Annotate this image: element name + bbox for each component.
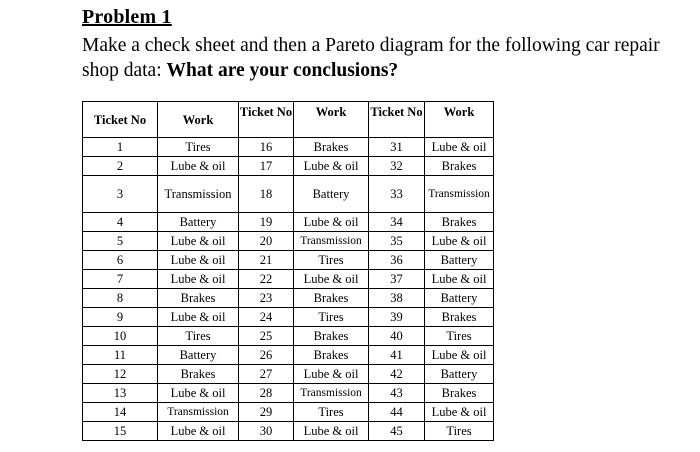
work-cell: Battery <box>294 176 369 213</box>
ticket-no-cell: 16 <box>239 138 294 157</box>
work-cell: Brakes <box>294 138 369 157</box>
ticket-no-cell: 27 <box>239 365 294 384</box>
work-cell: Transmission <box>158 176 239 213</box>
ticket-no-cell: 20 <box>239 232 294 251</box>
work-cell: Lube & oil <box>294 213 369 232</box>
work-cell: Tires <box>294 403 369 422</box>
ticket-no-cell: 6 <box>83 251 158 270</box>
ticket-no-cell: 38 <box>369 289 425 308</box>
ticket-no-cell: 11 <box>83 346 158 365</box>
ticket-no-cell: 8 <box>83 289 158 308</box>
ticket-no-cell: 36 <box>369 251 425 270</box>
ticket-no-cell: 43 <box>369 384 425 403</box>
ticket-no-cell: 14 <box>83 403 158 422</box>
work-cell: Transmission <box>425 176 494 213</box>
work-cell: Brakes <box>294 346 369 365</box>
ticket-no-cell: 30 <box>239 422 294 441</box>
table-row <box>83 308 494 327</box>
repair-data-table <box>82 101 494 441</box>
work-cell: Lube & oil <box>158 308 239 327</box>
work-cell: Brakes <box>294 327 369 346</box>
work-cell: Tires <box>158 138 239 157</box>
work-cell: Lube & oil <box>158 270 239 289</box>
ticket-no-cell: 7 <box>83 270 158 289</box>
ticket-no-cell: 33 <box>369 176 425 213</box>
table-row <box>83 403 494 422</box>
work-cell: Brakes <box>425 213 494 232</box>
ticket-no-cell: 3 <box>83 176 158 213</box>
table-row <box>83 213 494 232</box>
ticket-no-cell: 12 <box>83 365 158 384</box>
ticket-no-cell: 23 <box>239 289 294 308</box>
table-header-row <box>83 102 494 138</box>
table-row <box>83 270 494 289</box>
work-cell: Battery <box>158 346 239 365</box>
work-cell: Brakes <box>425 157 494 176</box>
table-row <box>83 251 494 270</box>
work-cell: Brakes <box>158 365 239 384</box>
table-row <box>83 157 494 176</box>
ticket-no-cell: 44 <box>369 403 425 422</box>
table-row <box>83 289 494 308</box>
ticket-no-cell: 32 <box>369 157 425 176</box>
ticket-no-cell: 45 <box>369 422 425 441</box>
work-cell: Tires <box>425 422 494 441</box>
ticket-no-cell: 1 <box>83 138 158 157</box>
ticket-no-cell: 2 <box>83 157 158 176</box>
work-cell: Brakes <box>425 308 494 327</box>
work-cell: Lube & oil <box>158 232 239 251</box>
ticket-no-cell: 39 <box>369 308 425 327</box>
table-body <box>83 138 494 441</box>
ticket-no-cell: 18 <box>239 176 294 213</box>
ticket-no-cell: 17 <box>239 157 294 176</box>
table-row <box>83 327 494 346</box>
work-cell: Tires <box>425 327 494 346</box>
header-ticket-no-3: Ticket No <box>369 102 425 138</box>
work-cell: Lube & oil <box>425 232 494 251</box>
instruction-text: Make a check sheet and then a Pareto diagram for the following car repair shop data: <box>82 35 660 81</box>
ticket-no-cell: 35 <box>369 232 425 251</box>
ticket-no-cell: 19 <box>239 213 294 232</box>
ticket-no-cell: 24 <box>239 308 294 327</box>
ticket-no-cell: 31 <box>369 138 425 157</box>
work-cell: Lube & oil <box>425 403 494 422</box>
table-row <box>83 138 494 157</box>
ticket-no-cell: 21 <box>239 251 294 270</box>
ticket-no-cell: 15 <box>83 422 158 441</box>
work-cell: Brakes <box>158 289 239 308</box>
ticket-no-cell: 37 <box>369 270 425 289</box>
header-work-1: Work <box>158 102 239 138</box>
ticket-no-cell: 4 <box>83 213 158 232</box>
work-cell: Lube & oil <box>158 157 239 176</box>
table-row <box>83 365 494 384</box>
work-cell: Lube & oil <box>158 422 239 441</box>
header-work-3: Work <box>425 102 494 138</box>
work-cell: Battery <box>425 365 494 384</box>
header-work-2: Work <box>294 102 369 138</box>
table-row <box>83 384 494 403</box>
ticket-no-cell: 29 <box>239 403 294 422</box>
work-cell: Lube & oil <box>294 422 369 441</box>
ticket-no-cell: 25 <box>239 327 294 346</box>
table-row <box>83 176 494 213</box>
table-row <box>83 422 494 441</box>
work-cell: Brakes <box>294 289 369 308</box>
work-cell: Lube & oil <box>425 270 494 289</box>
ticket-no-cell: 26 <box>239 346 294 365</box>
ticket-no-cell: 9 <box>83 308 158 327</box>
table-row <box>83 346 494 365</box>
work-cell: Battery <box>425 251 494 270</box>
header-ticket-no-2: Ticket No <box>239 102 294 138</box>
ticket-no-cell: 13 <box>83 384 158 403</box>
work-cell: Tires <box>294 308 369 327</box>
table-row <box>83 232 494 251</box>
work-cell: Lube & oil <box>158 384 239 403</box>
problem-instruction <box>82 33 682 83</box>
work-cell: Transmission <box>158 403 239 422</box>
ticket-no-cell: 41 <box>369 346 425 365</box>
ticket-no-cell: 22 <box>239 270 294 289</box>
work-cell: Tires <box>294 251 369 270</box>
work-cell: Transmission <box>294 384 369 403</box>
ticket-no-cell: 40 <box>369 327 425 346</box>
ticket-no-cell: 10 <box>83 327 158 346</box>
work-cell: Lube & oil <box>294 157 369 176</box>
ticket-no-cell: 42 <box>369 365 425 384</box>
ticket-no-cell: 34 <box>369 213 425 232</box>
work-cell: Lube & oil <box>294 270 369 289</box>
ticket-no-cell: 28 <box>239 384 294 403</box>
work-cell: Lube & oil <box>425 346 494 365</box>
work-cell: Battery <box>158 213 239 232</box>
header-ticket-no-1: Ticket No <box>83 102 158 138</box>
instruction-question: What are your conclusions? <box>166 60 399 81</box>
work-cell: Brakes <box>425 384 494 403</box>
work-cell: Tires <box>158 327 239 346</box>
problem-heading: Problem 1 <box>82 6 172 28</box>
work-cell: Battery <box>425 289 494 308</box>
work-cell: Lube & oil <box>158 251 239 270</box>
work-cell: Lube & oil <box>294 365 369 384</box>
work-cell: Transmission <box>294 232 369 251</box>
ticket-no-cell: 5 <box>83 232 158 251</box>
work-cell: Lube & oil <box>425 138 494 157</box>
